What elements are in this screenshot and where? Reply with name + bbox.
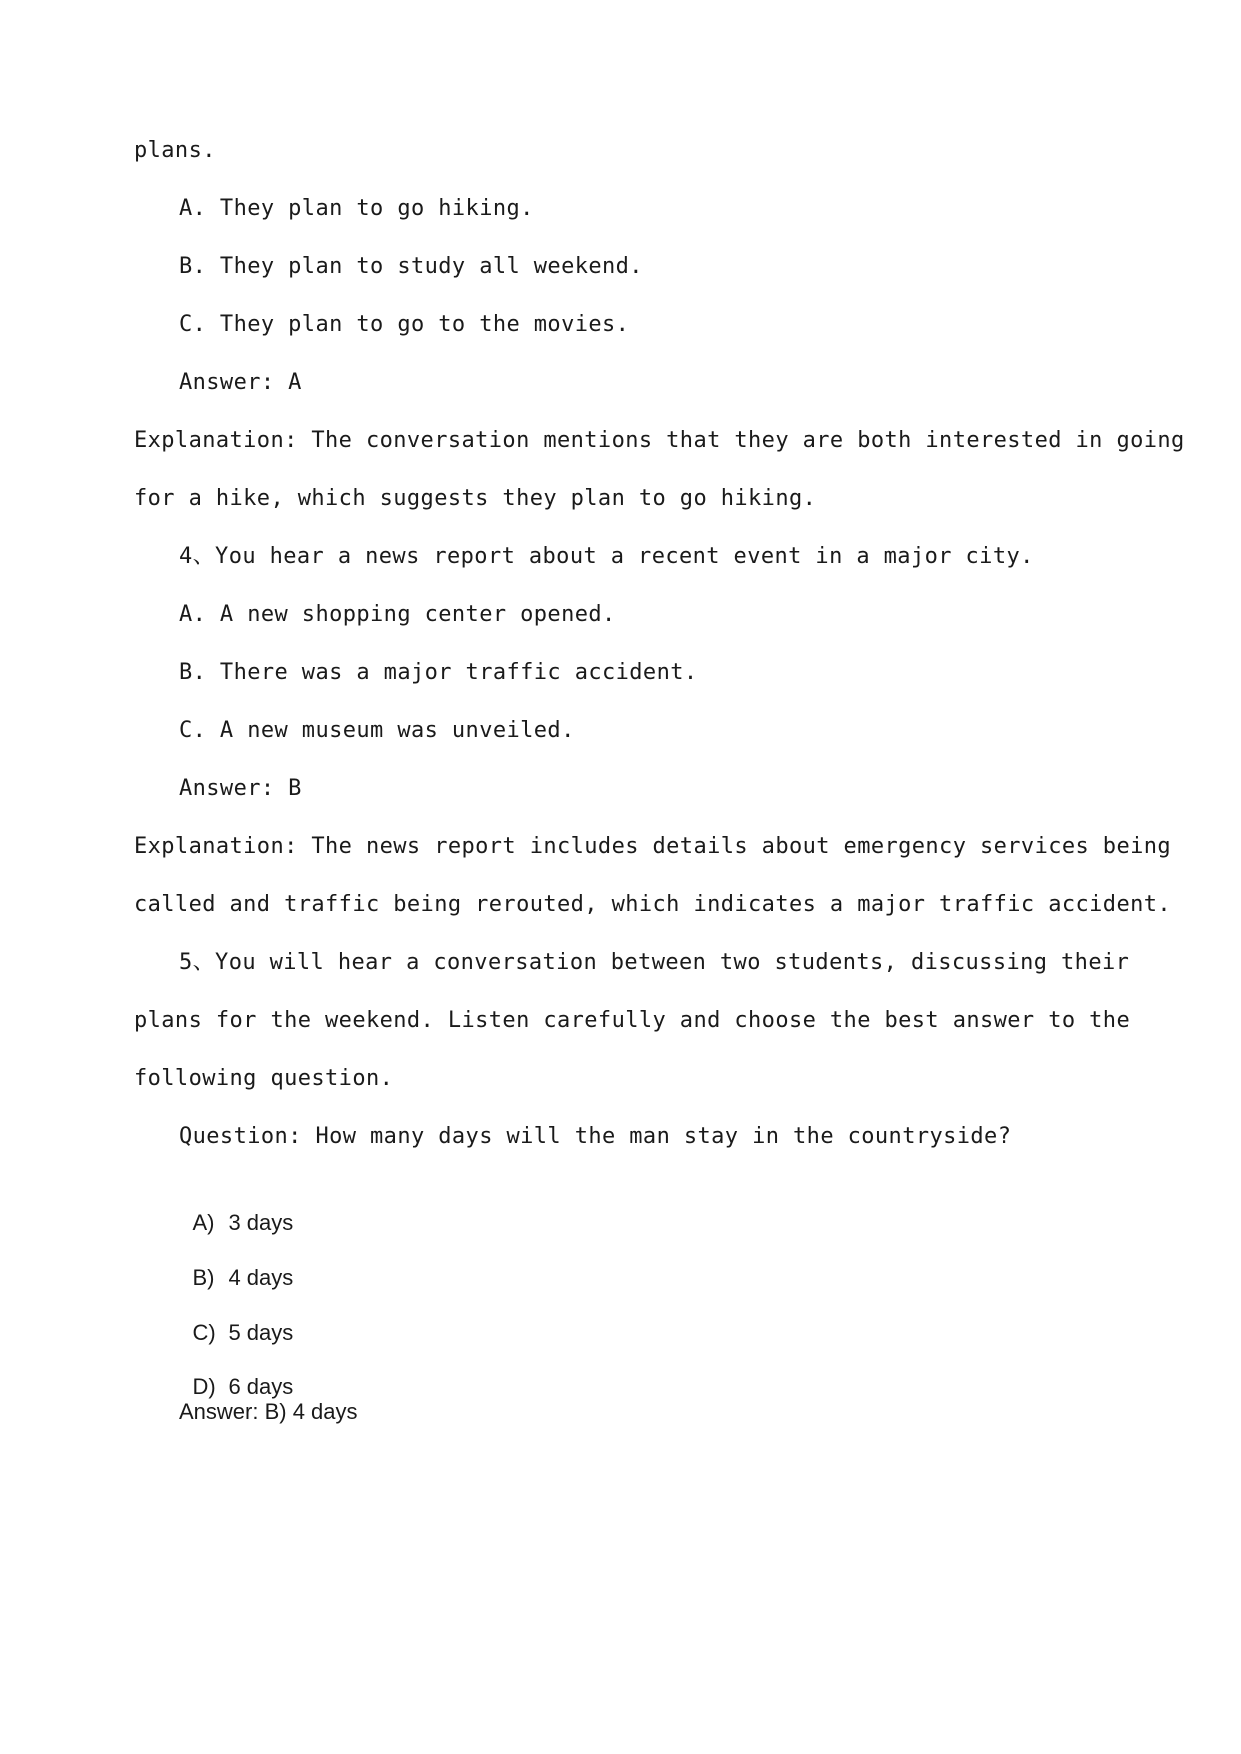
q3-explanation-line-1: Explanation: The conversation mentions that they are both interested in going <box>134 428 1185 453</box>
q5-option-d-text: 6 days <box>228 1374 294 1399</box>
q4-option-b: B. There was a major traffic accident. <box>179 660 698 685</box>
q3-answer: Answer: A <box>179 370 302 395</box>
q5-question: Question: How many days will the man stay in the countryside? <box>179 1124 1012 1149</box>
q5-option-c-text: 5 days <box>228 1320 294 1345</box>
q5-option-a-letter: A) <box>192 1210 215 1235</box>
q4-answer: Answer: B <box>179 776 302 801</box>
q4-option-a: A. A new shopping center opened. <box>179 602 616 627</box>
q5-option-b-text: 4 days <box>228 1265 294 1290</box>
q3-option-b: B. They plan to study all weekend. <box>179 254 643 279</box>
q4-option-c: C. A new museum was unveiled. <box>179 718 575 743</box>
q3-explanation-line-2: for a hike, which suggests they plan to go hiking. <box>134 486 817 511</box>
q4-stem: 4、You hear a news report about a recent event in a major city. <box>179 544 1034 569</box>
q3-option-c: C. They plan to go to the movies. <box>179 312 630 337</box>
q5-stem-line-3: following question. <box>134 1066 394 1091</box>
q5-option-b-letter: B) <box>192 1265 215 1290</box>
q5-answer: Answer: B) 4 days <box>179 1399 358 1424</box>
q5-stem-line-2: plans for the weekend. Listen carefully and choose the best answer to the <box>134 1008 1131 1033</box>
q4-explanation-line-1: Explanation: The news report includes details about emergency services being <box>134 834 1172 859</box>
q3-stem-tail: plans. <box>134 138 216 163</box>
q5-option-d-letter: D) <box>192 1374 216 1399</box>
q5-option-a-text: 3 days <box>228 1210 294 1235</box>
q5-stem-line-1: 5、You will hear a conversation between two students, discussing their <box>179 950 1130 975</box>
q5-option-c-letter: C) <box>192 1320 216 1345</box>
q4-explanation-line-2: called and traffic being rerouted, which indicates a major traffic accident. <box>134 892 1172 917</box>
q3-option-a: A. They plan to go hiking. <box>179 196 534 221</box>
